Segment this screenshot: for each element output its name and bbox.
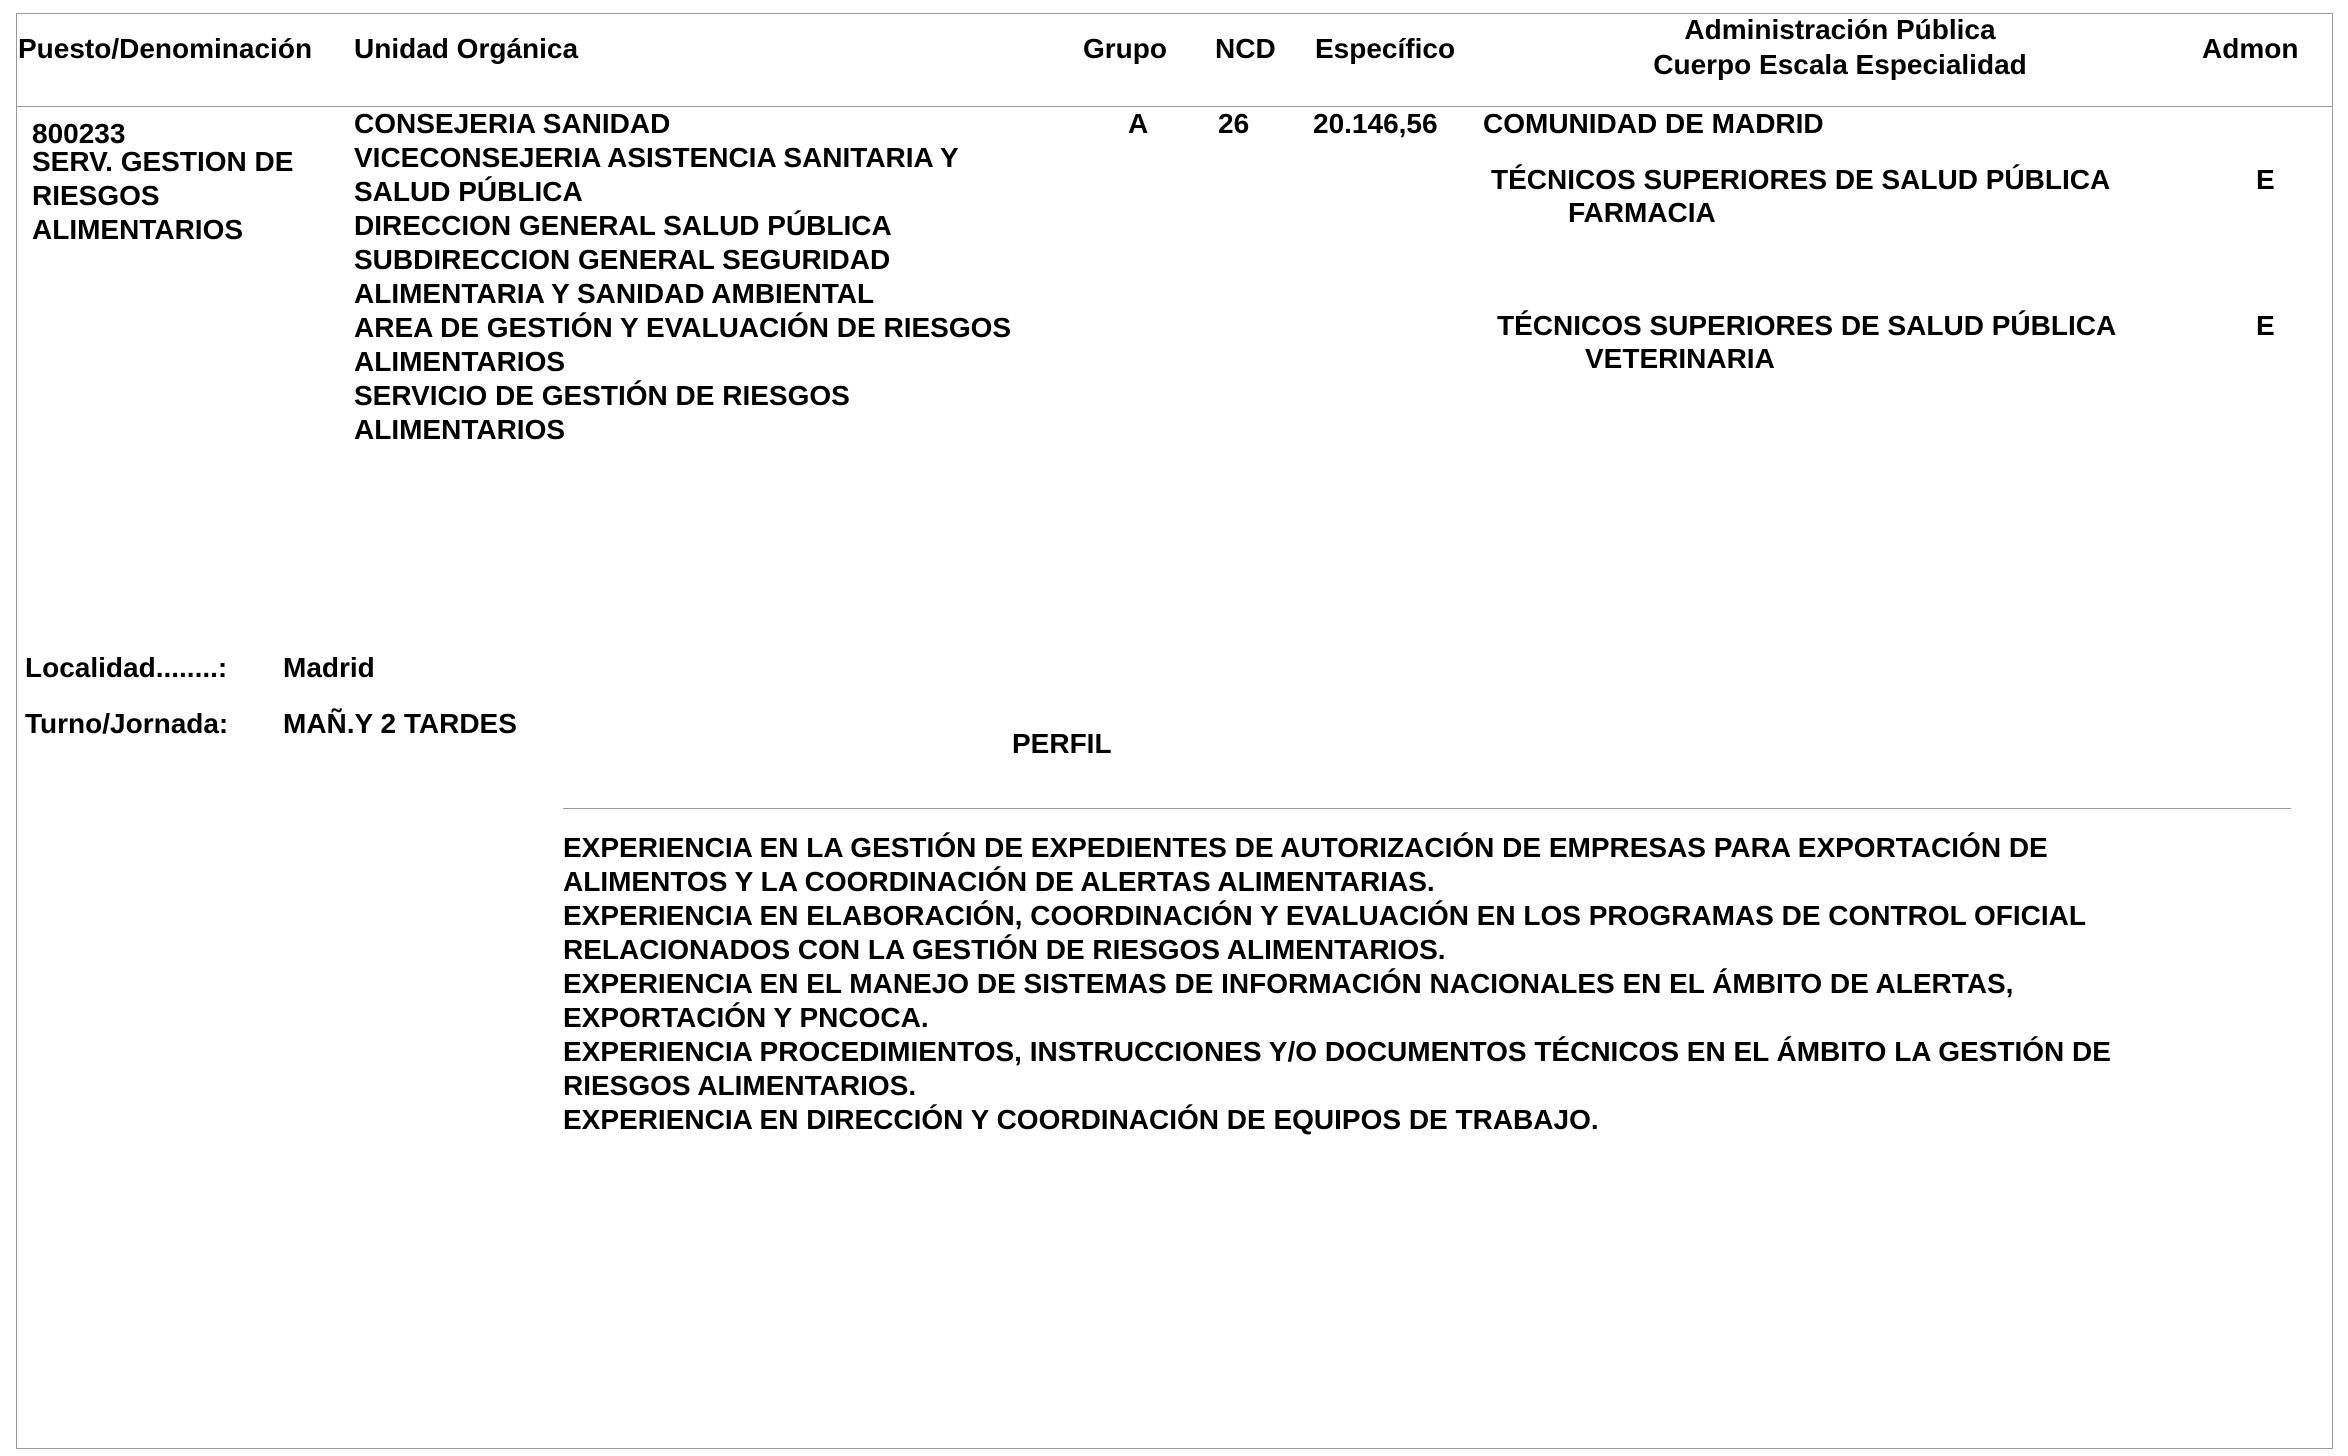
- administracion-value: COMUNIDAD DE MADRID: [1483, 108, 1824, 139]
- header-especifico: Específico: [1315, 33, 1456, 64]
- puesto-codigo: 800233: [32, 118, 126, 149]
- header-unidad: Unidad Orgánica: [354, 33, 579, 64]
- cuerpo-2: TÉCNICOS SUPERIORES DE SALUD PÚBLICA: [1497, 310, 2117, 341]
- unidad-line: SERVICIO DE GESTIÓN DE RIESGOS: [354, 380, 850, 411]
- localidad-value: Madrid: [283, 652, 375, 683]
- denominacion-line: RIESGOS: [32, 180, 160, 211]
- turno-label: Turno/Jornada:: [25, 708, 229, 739]
- perfil-line: EXPERIENCIA EN DIRECCIÓN Y COORDINACIÓN DE EQUIPOS DE TRABAJO.: [563, 1104, 1599, 1135]
- header-administracion: Administración Pública: [1684, 14, 1996, 45]
- perfil-line: RIESGOS ALIMENTARIOS.: [563, 1070, 917, 1101]
- localidad-label: Localidad........:: [25, 652, 228, 683]
- unidad-line: ALIMENTARIOS: [354, 346, 566, 377]
- ncd-value: 26: [1218, 108, 1250, 139]
- unidad-line: DIRECCION GENERAL SALUD PÚBLICA: [354, 210, 892, 241]
- unidad-line: SALUD PÚBLICA: [354, 176, 583, 207]
- perfil-lines: [563, 831, 2111, 1137]
- perfil-line: EXPERIENCIA PROCEDIMIENTOS, INSTRUCCIONES Y/O DOCUMENTOS TÉCNICOS EN EL ÁMBITO LA GESTIÓN DE: [563, 1036, 2111, 1067]
- header-ncd: NCD: [1215, 33, 1276, 64]
- admon-2: E: [2256, 310, 2275, 341]
- puesto-denominacion: [32, 145, 293, 247]
- especifico-value: 20.146,56: [1313, 108, 1438, 139]
- perfil-line: EXPORTACIÓN Y PNCOCA.: [563, 1002, 929, 1033]
- denominacion-line: ALIMENTARIOS: [32, 214, 244, 245]
- unidad-organica: [354, 107, 1011, 447]
- turno-value: MAÑ.Y 2 TARDES: [283, 708, 517, 739]
- perfil-line: RELACIONADOS CON LA GESTIÓN DE RIESGOS ALIMENTARIOS.: [563, 934, 1446, 965]
- especialidad-1: FARMACIA: [1568, 197, 1716, 228]
- unidad-line: ALIMENTARIA Y SANIDAD AMBIENTAL: [354, 278, 875, 309]
- perfil-line: ALIMENTOS Y LA COORDINACIÓN DE ALERTAS ALIMENTARIAS.: [563, 866, 1435, 897]
- cuerpo-1: TÉCNICOS SUPERIORES DE SALUD PÚBLICA: [1491, 164, 2111, 195]
- perfil-title: PERFIL: [1012, 728, 1112, 759]
- unidad-line: ALIMENTARIOS: [354, 414, 566, 445]
- perfil-line: EXPERIENCIA EN LA GESTIÓN DE EXPEDIENTES DE AUTORIZACIÓN DE EMPRESAS PARA EXPORTACIÓN DE: [563, 832, 2048, 863]
- denominacion-line: SERV. GESTION DE: [32, 146, 294, 177]
- header-cuerpo-escala: Cuerpo Escala Especialidad: [1653, 49, 2027, 80]
- grupo-value: A: [1128, 108, 1149, 139]
- perfil-line: EXPERIENCIA EN EL MANEJO DE SISTEMAS DE INFORMACIÓN NACIONALES EN EL ÁMBITO DE ALERTAS,: [563, 968, 2014, 999]
- unidad-line: VICECONSEJERIA ASISTENCIA SANITARIA Y: [354, 142, 959, 173]
- especialidad-2: VETERINARIA: [1585, 343, 1775, 374]
- admon-1: E: [2256, 164, 2275, 195]
- header-admon: Admon: [2202, 33, 2299, 64]
- unidad-line: SUBDIRECCION GENERAL SEGURIDAD: [354, 244, 891, 275]
- header-grupo: Grupo: [1083, 33, 1167, 64]
- perfil-divider: [563, 808, 2291, 809]
- unidad-line: CONSEJERIA SANIDAD: [354, 108, 671, 139]
- header-puesto: Puesto/Denominación: [18, 33, 313, 64]
- unidad-line: AREA DE GESTIÓN Y EVALUACIÓN DE RIESGOS: [354, 312, 1012, 343]
- perfil-line: EXPERIENCIA EN ELABORACIÓN, COORDINACIÓN Y EVALUACIÓN EN LOS PROGRAMAS DE CONTROL OFICIAL: [563, 900, 2086, 931]
